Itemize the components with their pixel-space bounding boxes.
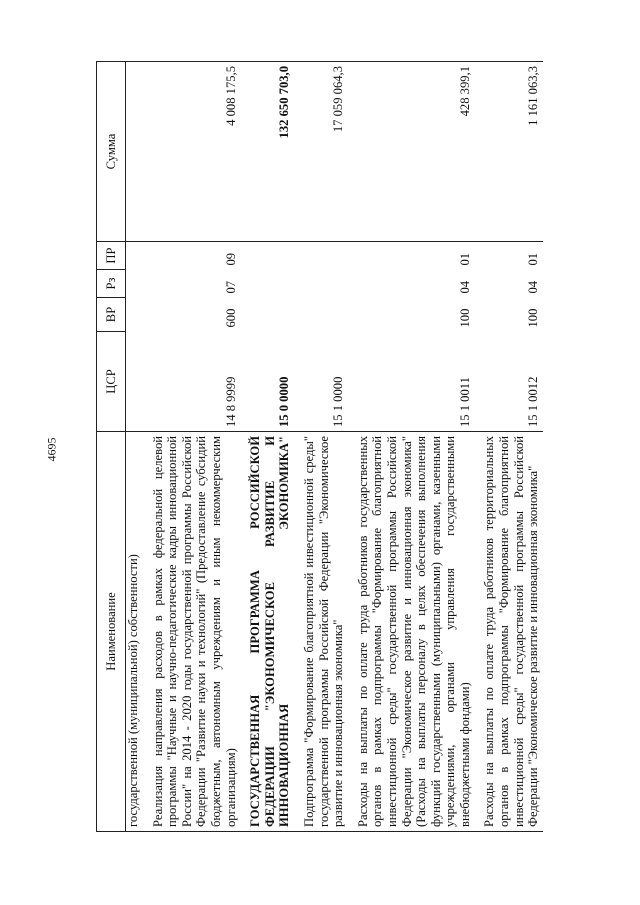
header-rz: Рз xyxy=(97,270,126,298)
row-rz: 07 xyxy=(223,280,238,294)
row-vr xyxy=(300,298,348,332)
row-csr xyxy=(126,332,143,432)
header-vr: ВР xyxy=(97,298,126,332)
row-vr: 100 xyxy=(457,308,472,328)
page-number: 4695 xyxy=(44,437,59,462)
row-rz: 04 xyxy=(457,280,472,294)
row-name: государственной (муниципальной) собственности) xyxy=(126,432,143,832)
row-pr xyxy=(300,242,348,270)
row-pr: 09 xyxy=(223,252,238,266)
row-pr: 01 xyxy=(526,252,541,266)
row-vr: 600 xyxy=(223,308,238,328)
table-header xyxy=(97,62,126,832)
header-csr: ЦСР xyxy=(97,332,126,432)
row-name: ГОСУДАРСТВЕННАЯ ПРОГРАММА РОССИЙСКОЙ ФЕДЕРАЦИИ "ЭКОНОМИЧЕСКОЕ РАЗВИТИЕ И ИННОВАЦИОННАЯ ЭКОНОМИКА" xyxy=(246,432,294,832)
row-rz xyxy=(126,270,143,298)
row-rz xyxy=(246,270,294,298)
row-vr: 100 xyxy=(526,308,541,328)
row-sum: 17 059 064,3 xyxy=(300,62,348,242)
row-csr: 15 1 0011 xyxy=(457,377,472,427)
header-sum: Сумма xyxy=(97,62,126,242)
row-rz xyxy=(300,270,348,298)
row-pr xyxy=(126,242,143,270)
table-row xyxy=(480,62,542,832)
row-sum: 132 650 703,0 xyxy=(246,62,294,242)
table-row xyxy=(246,62,294,832)
row-name: Расходы на выплаты по оплате труда работников государственных органов в рамках подпрограммы "Формирование благоприятной инвестиционной среды" государственной программы Российской Федерации "Экономическое развитие и инновационная экономика" (Расходы на выплаты персоналу в целях обеспечения выполнения функций государственными (муниципальными) органами, казенными учреждениями, органами управления государственными внебюджетными фондами) xyxy=(354,432,475,832)
table-row xyxy=(149,62,241,832)
header-name: Наименование xyxy=(97,432,126,832)
row-csr: 15 0 0000 xyxy=(277,376,292,427)
row-name: Реализация направления расходов в рамках федеральной целевой программы "Научные и научно-педагогические кадры инновационной России" на 2014 - 2020 годы государственной программы Российской Федерации "Развитие науки и технологий" (Предоставление субсидий бюджетным, автономным учреждениям и иным некоммерческим организациям) xyxy=(149,432,241,832)
row-sum: 428 399,1 xyxy=(354,62,475,242)
row-sum: 1 161 063,3 xyxy=(480,62,542,242)
row-sum: 4 008 175,5 xyxy=(149,62,241,242)
row-csr: 15 1 0000 xyxy=(331,376,346,427)
budget-table xyxy=(96,61,543,832)
row-rz: 04 xyxy=(526,280,541,294)
row-csr: 14 8 9999 xyxy=(223,376,238,427)
rotated-page xyxy=(96,62,576,832)
row-sum xyxy=(126,62,143,242)
row-pr xyxy=(246,242,294,270)
table-row xyxy=(354,62,475,832)
row-vr xyxy=(126,298,143,332)
table-row xyxy=(300,62,348,832)
row-csr: 15 1 0012 xyxy=(526,376,541,427)
row-name: Расходы на выплаты по оплате труда работников территориальных органов в рамках подпрограммы "Формирование благоприятной инвестиционной среды" государственной программы Российской Федерации "Экономическое развитие и инновационная экономика" xyxy=(480,432,542,832)
row-pr: 01 xyxy=(457,252,472,266)
table-row xyxy=(126,62,143,832)
header-pr: ПР xyxy=(97,242,126,270)
row-vr xyxy=(246,298,294,332)
row-name: Подпрограмма "Формирование благоприятной инвестиционной среды" государственной программы Российской Федерации "Экономическое развитие и инновационная экономика" xyxy=(300,432,348,832)
table-body xyxy=(126,62,543,832)
